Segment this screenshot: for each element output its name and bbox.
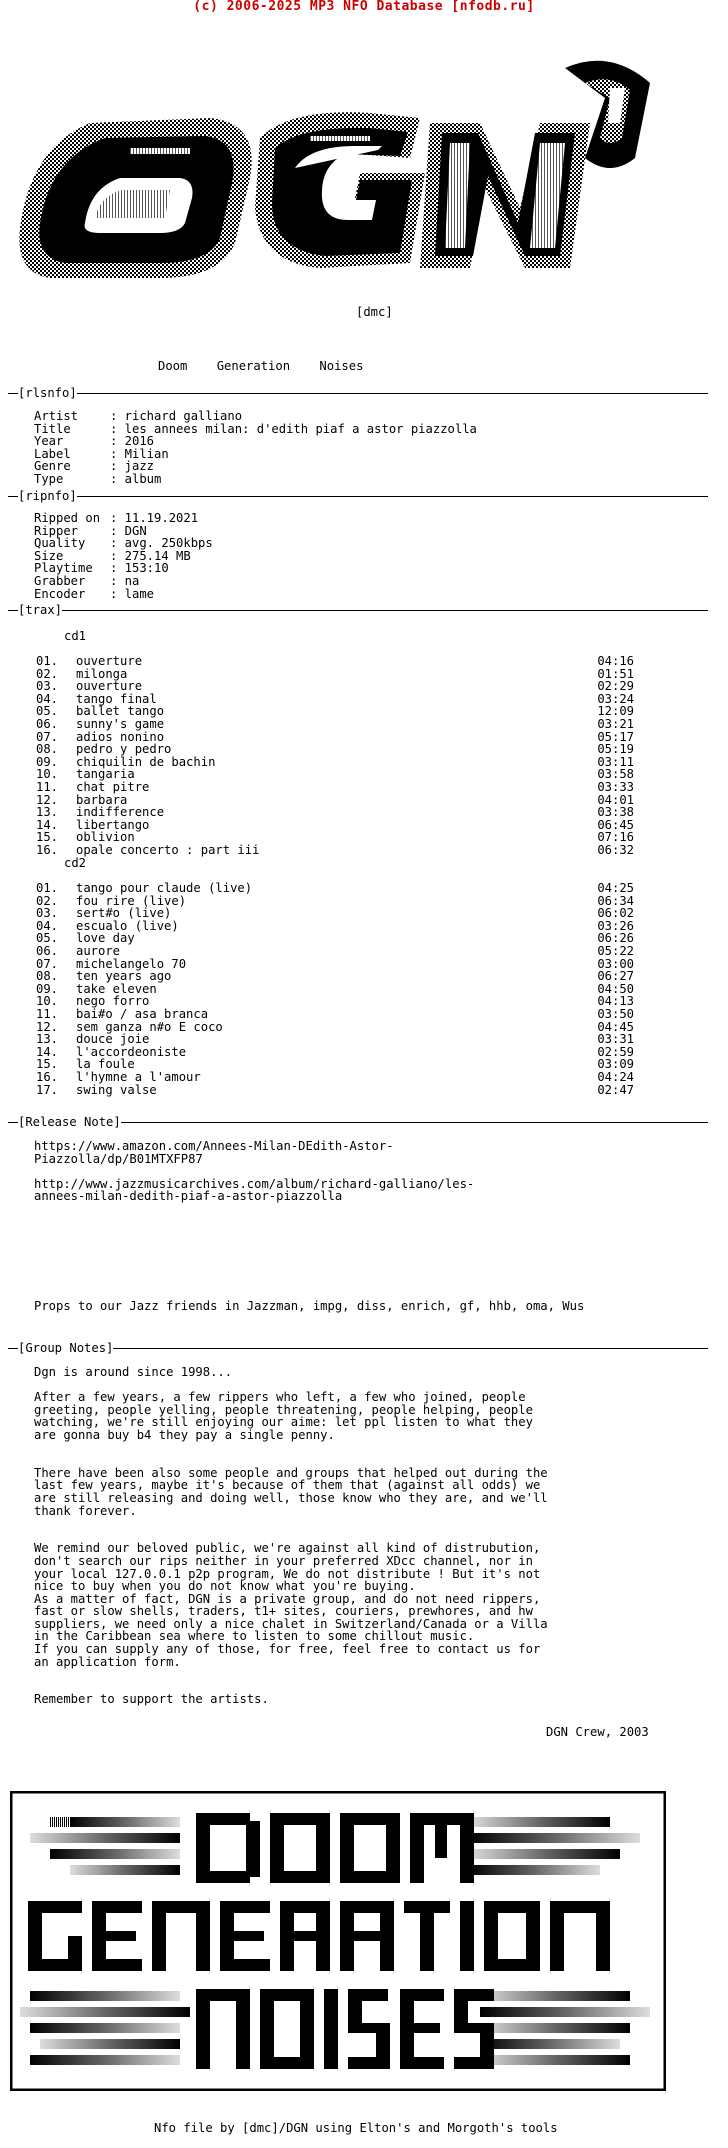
text-line: [34, 1165, 474, 1178]
info-key: Encoder: [34, 586, 86, 601]
track-title: milonga: [76, 666, 128, 681]
text-line: [34, 1517, 548, 1530]
group-notes-text: [34, 1366, 548, 1706]
track-title: l'accordeoniste: [76, 1044, 187, 1059]
text-line[interactable]: https://www.amazon.com/Annees-Milan-DEdith-Astor-: [34, 1139, 394, 1153]
info-key: Playtime: [34, 561, 93, 576]
track-duration: 03:21: [597, 716, 634, 731]
footer-credits: Nfo file by [dmc]/DGN using Elton's and Morgoth's tools: [154, 2121, 558, 2135]
info-key: Genre: [34, 459, 71, 474]
track-row: [36, 680, 634, 693]
track-number: 04.: [36, 918, 59, 933]
track-row: [36, 945, 634, 958]
section-label: [trax]: [18, 603, 63, 617]
section-rlsnfo: [8, 387, 708, 400]
track-duration: 05:19: [597, 742, 634, 757]
track-duration: 03:24: [597, 691, 634, 706]
track-duration: 06:02: [597, 906, 634, 921]
text-line: suppliers, we need only a nice chalet in Switzerland/Canada or a Villa: [34, 1616, 548, 1631]
text-line: annees-milan-dedith-piaf-a-astor-piazzolla: [34, 1189, 343, 1204]
section-ripnfo: [8, 490, 708, 503]
info-value: : lame: [110, 586, 155, 601]
track-row: [36, 718, 634, 731]
info-row: [34, 423, 477, 436]
track-duration: 02:47: [597, 1082, 634, 1097]
info-value: : 2016: [110, 434, 155, 449]
text-line: watching, we're still enjoying our aime: let ppl listen to what they: [34, 1415, 533, 1430]
text-line: [34, 1454, 548, 1467]
track-number: 06.: [36, 716, 59, 731]
info-value: : na: [110, 573, 140, 588]
cd2-label: cd2: [64, 856, 87, 870]
track-row: [36, 970, 634, 983]
track-title: nego forro: [76, 994, 150, 1009]
text-line: an application form.: [34, 1654, 181, 1669]
cd2-tracklist: [36, 882, 634, 1096]
track-duration: 06:34: [597, 893, 634, 908]
track-title: sunny's game: [76, 716, 165, 731]
track-title: la foule: [76, 1057, 135, 1072]
track-number: 10.: [36, 994, 59, 1009]
track-title: take eleven: [76, 981, 157, 996]
text-line: We remind our beloved public, we're against all kind of distrubution,: [34, 1541, 541, 1556]
track-number: 14.: [36, 1044, 59, 1059]
track-duration: 03:26: [597, 918, 634, 933]
track-number: 07.: [36, 729, 59, 744]
track-number: 14.: [36, 817, 59, 832]
text-line: last few years, maybe it's because of them that (against all odds) we: [34, 1478, 541, 1493]
track-number: 01.: [36, 881, 59, 895]
text-line: are still releasing and doing well, those know who they are, and we'll: [34, 1490, 548, 1505]
track-row: [36, 743, 634, 756]
info-value: : avg. 250kbps: [110, 536, 213, 551]
info-key: Label: [34, 446, 71, 461]
section-group-notes: [8, 1342, 708, 1355]
track-duration: 06:26: [597, 931, 634, 946]
track-title: l'hymne a l'amour: [76, 1069, 201, 1084]
track-title: tango pour claude (live): [76, 881, 253, 895]
track-title: sert#o (live): [76, 906, 172, 921]
track-title: ballet tango: [76, 704, 165, 719]
track-duration: 06:45: [597, 817, 634, 832]
dgn-logo-bottom: [10, 1791, 666, 2091]
track-title: opale concerto : part iii: [76, 842, 260, 857]
track-duration: 04:16: [597, 654, 634, 668]
section-divider: [8, 496, 708, 497]
text-line: don't search our rips neither in your preferred XDcc channel, nor in: [34, 1553, 533, 1568]
track-number: 04.: [36, 691, 59, 706]
text-line: thank forever.: [34, 1503, 137, 1518]
track-number: 17.: [36, 1082, 59, 1097]
track-title: tangaria: [76, 767, 135, 782]
section-label: [Group Notes]: [18, 1341, 114, 1355]
track-duration: 03:00: [597, 956, 634, 971]
release-info-list: [34, 410, 477, 486]
cd1-tracklist: [36, 655, 634, 857]
section-label: [rlsnfo]: [18, 386, 77, 400]
track-number: 12.: [36, 792, 59, 807]
track-duration: 02:59: [597, 1044, 634, 1059]
info-key: Title: [34, 421, 71, 436]
info-key: Quality: [34, 536, 86, 551]
track-title: bai#o / asa branca: [76, 1006, 209, 1021]
info-key: Artist: [34, 409, 79, 423]
track-number: 03.: [36, 906, 59, 921]
track-number: 16.: [36, 842, 59, 857]
props-line: Props to our Jazz friends in Jazzman, impg, diss, enrich, gf, hhb, oma, Wus: [34, 1299, 585, 1313]
info-value: : DGN: [110, 523, 147, 538]
info-row: [34, 588, 213, 601]
track-row: [36, 655, 634, 668]
track-title: escualo (live): [76, 918, 179, 933]
track-number: 06.: [36, 943, 59, 958]
track-duration: 03:11: [597, 754, 634, 769]
rip-info-list: [34, 512, 213, 600]
info-key: Year: [34, 434, 64, 449]
track-row: [36, 806, 634, 819]
track-duration: 04:50: [597, 981, 634, 996]
info-row: [34, 460, 477, 473]
track-title: aurore: [76, 943, 121, 958]
section-divider: [8, 393, 708, 394]
info-row: [34, 473, 477, 486]
track-duration: 06:32: [597, 842, 634, 857]
track-title: love day: [76, 931, 135, 946]
track-number: 03.: [36, 679, 59, 694]
track-duration: 01:51: [597, 666, 634, 681]
info-row: [34, 435, 477, 448]
text-line: As a matter of fact, DGN is a private group, and do not need rippers,: [34, 1591, 541, 1606]
track-row: [36, 844, 634, 857]
track-row: [36, 1084, 634, 1097]
track-duration: 12:09: [597, 704, 634, 719]
track-number: 07.: [36, 956, 59, 971]
info-value: : richard galliano: [110, 409, 243, 423]
cd1-label: cd1: [64, 629, 87, 643]
track-title: tango final: [76, 691, 157, 706]
info-value: : jazz: [110, 459, 155, 474]
text-line: Dgn is around since 1998...: [34, 1365, 233, 1379]
track-duration: 05:17: [597, 729, 634, 744]
track-duration: 02:29: [597, 679, 634, 694]
text-line: There have been also some people and groups that helped out during the: [34, 1465, 548, 1480]
track-title: sem ganza n#o E coco: [76, 1019, 223, 1034]
track-duration: 05:22: [597, 943, 634, 958]
track-row: [36, 781, 634, 794]
track-number: 08.: [36, 742, 59, 757]
info-value: : les annees milan: d'edith piaf a astor piazzolla: [110, 421, 477, 436]
track-title: chiquilin de bachin: [76, 754, 216, 769]
track-title: douce joie: [76, 1032, 150, 1047]
section-label: [Release Note]: [18, 1115, 121, 1129]
track-number: 10.: [36, 767, 59, 782]
track-duration: 03:38: [597, 805, 634, 820]
track-duration: 04:01: [597, 792, 634, 807]
info-value: : 11.19.2021: [110, 511, 199, 525]
text-line: are gonna buy b4 they pay a single penny.: [34, 1427, 335, 1442]
track-title: chat pitre: [76, 779, 150, 794]
group-title: Doom Generation Noises: [158, 359, 364, 373]
track-title: pedro y pedro: [76, 742, 172, 757]
logo-tag: [dmc]: [356, 305, 393, 319]
text-line: greeting, people yelling, people threatening, people helping, people: [34, 1402, 533, 1417]
track-duration: 03:50: [597, 1006, 634, 1021]
track-number: 11.: [36, 1006, 59, 1021]
info-key: Grabber: [34, 573, 86, 588]
text-line: After a few years, a few rippers who left, a few who joined, people: [34, 1390, 526, 1405]
text-line: nice to buy when you do not know what you're buying.: [34, 1579, 416, 1594]
track-duration: 07:16: [597, 830, 634, 845]
track-duration: 04:13: [597, 994, 634, 1009]
section-label: [ripnfo]: [18, 489, 77, 503]
track-row: [36, 882, 634, 895]
info-value: : Milian: [110, 446, 169, 461]
section-trax: [8, 604, 708, 617]
track-number: 13.: [36, 805, 59, 820]
section-release-note: [8, 1116, 708, 1129]
text-line: If you can supply any of those, for free, feel free to contact us for: [34, 1642, 541, 1657]
track-number: 05.: [36, 704, 59, 719]
track-title: fou rire (live): [76, 893, 187, 908]
track-number: 09.: [36, 754, 59, 769]
track-row: [36, 1071, 634, 1084]
text-line: Remember to support the artists.: [34, 1692, 269, 1707]
track-number: 12.: [36, 1019, 59, 1034]
track-number: 02.: [36, 666, 59, 681]
track-row: [36, 1008, 634, 1021]
track-duration: 04:45: [597, 1019, 634, 1034]
track-title: libertango: [76, 817, 150, 832]
text-line: your local 127.0.0.1 p2p program, We do not distribute ! But it's not: [34, 1566, 541, 1581]
info-key: Ripper: [34, 523, 79, 538]
track-number: 13.: [36, 1032, 59, 1047]
track-duration: 04:24: [597, 1069, 634, 1084]
track-number: 15.: [36, 830, 59, 845]
track-title: ouverture: [76, 679, 143, 694]
section-divider: [8, 610, 708, 611]
track-number: 05.: [36, 931, 59, 946]
track-row: [36, 932, 634, 945]
info-key: Ripped on: [34, 511, 101, 525]
track-number: 09.: [36, 981, 59, 996]
track-title: oblivion: [76, 830, 135, 845]
release-note-text: [34, 1140, 474, 1203]
info-row: [34, 448, 477, 461]
track-number: 08.: [36, 969, 59, 984]
text-line: fast or slow shells, traders, t1+ sites, couriers, prewhores, and hw: [34, 1604, 533, 1619]
track-duration: 03:58: [597, 767, 634, 782]
info-key: Type: [34, 471, 64, 486]
track-duration: 03:33: [597, 779, 634, 794]
crew-signature: DGN Crew, 2003: [546, 1725, 649, 1739]
database-link[interactable]: (c) 2006-2025 MP3 NFO Database [nfodb.ru]: [193, 0, 535, 14]
track-title: michelangelo 70: [76, 956, 187, 971]
track-duration: 04:25: [597, 881, 634, 895]
info-key: Size: [34, 548, 64, 563]
dgn-logo-top: [10, 28, 660, 308]
track-row: [36, 907, 634, 920]
text-line: Piazzolla/dp/B01MTXFP87: [34, 1151, 203, 1166]
text-line: in the Caribbean sea where to listen to some chillout music.: [34, 1629, 475, 1644]
track-title: swing valse: [76, 1082, 157, 1097]
track-title: barbara: [76, 792, 128, 807]
track-number: 01.: [36, 654, 59, 668]
text-line: [34, 1668, 548, 1681]
track-number: 11.: [36, 779, 59, 794]
info-value: : album: [110, 471, 162, 486]
track-number: 16.: [36, 1069, 59, 1084]
track-duration: 06:27: [597, 969, 634, 984]
track-title: indifference: [76, 805, 165, 820]
text-line: [34, 1442, 548, 1455]
track-title: adios nonino: [76, 729, 165, 744]
track-number: 02.: [36, 893, 59, 908]
text-line[interactable]: http://www.jazzmusicarchives.com/album/richard-galliano/les-: [34, 1176, 475, 1191]
track-number: 15.: [36, 1057, 59, 1072]
info-value: : 275.14 MB: [110, 548, 191, 563]
track-title: ten years ago: [76, 969, 172, 984]
track-row: [36, 1033, 634, 1046]
track-title: ouverture: [76, 654, 143, 668]
track-duration: 03:09: [597, 1057, 634, 1072]
info-value: : 153:10: [110, 561, 169, 576]
track-duration: 03:31: [597, 1032, 634, 1047]
